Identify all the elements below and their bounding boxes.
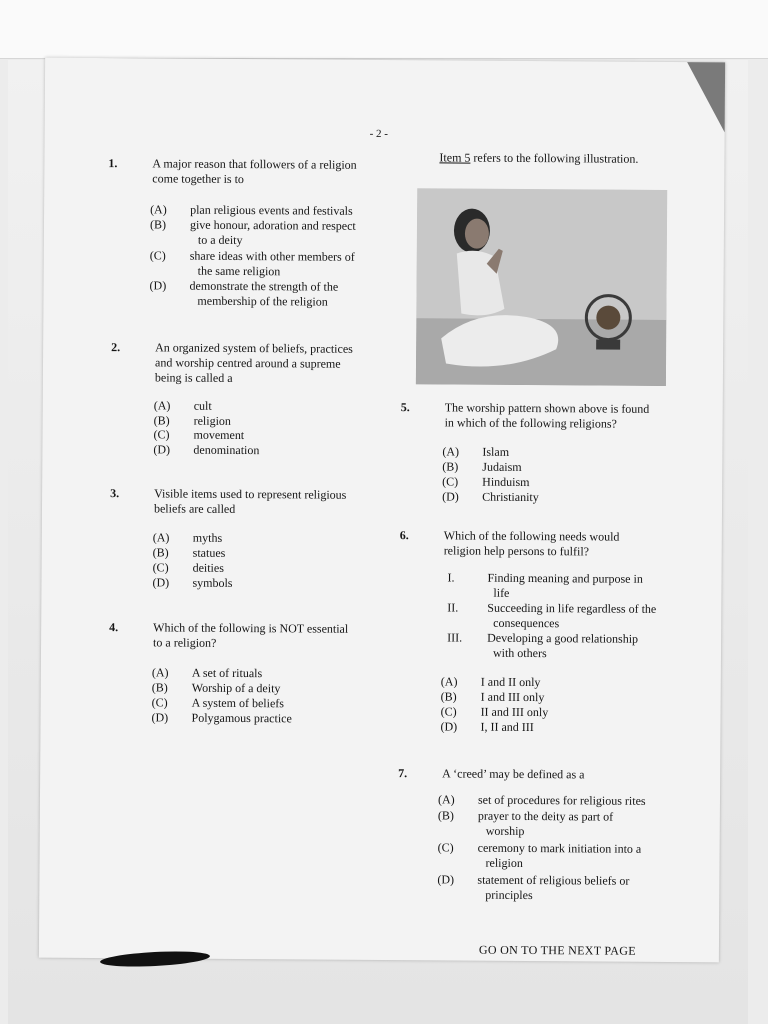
- intro-text: refers to the following illustration.: [470, 150, 639, 166]
- option-5c: [442, 474, 642, 490]
- option-letter: (A): [150, 202, 167, 217]
- option-text: [478, 809, 613, 840]
- stem-line: A major reason that followers of a religion: [152, 156, 357, 172]
- option-letter: (C): [152, 560, 169, 575]
- statement-ii: [447, 600, 683, 632]
- option-letter: (D): [442, 489, 459, 504]
- stem-line: Visible items used to represent religious: [154, 486, 347, 502]
- option-line: worship: [485, 823, 525, 839]
- option-2c: [153, 427, 353, 443]
- page-number: - 2 -: [369, 127, 388, 141]
- stem-line: come together is to: [152, 171, 244, 187]
- option-letter: (D): [151, 710, 169, 725]
- option-6d: [440, 719, 640, 735]
- statement-line: Developing a good relationship: [487, 630, 639, 646]
- option-text: symbols: [192, 575, 233, 590]
- question-stem: [152, 156, 356, 187]
- folded-corner: [687, 62, 725, 132]
- question-stem: [445, 400, 650, 431]
- option-line: to a deity: [197, 232, 243, 248]
- option-6a: [441, 674, 641, 690]
- worship-illustration: [416, 188, 667, 386]
- stem-line: The worship pattern shown above is found: [444, 400, 650, 416]
- question-2: [111, 340, 411, 390]
- option-text: Judaism: [482, 459, 522, 474]
- question-3: [110, 486, 410, 520]
- option-letter: (C): [153, 427, 170, 442]
- option-1d: [149, 278, 409, 310]
- statement-line: consequences: [493, 615, 560, 631]
- question-4: [109, 620, 409, 654]
- option-letter: (B): [152, 545, 169, 560]
- option-text: Polygamous practice: [191, 710, 292, 726]
- statement-text: [487, 571, 643, 602]
- option-line: demonstrate the strength of the: [189, 278, 339, 294]
- option-7d: [437, 872, 687, 904]
- statement-line: life: [493, 585, 510, 600]
- statement-numeral: I.: [447, 570, 455, 585]
- option-letter: (B): [440, 689, 457, 704]
- question-1: [108, 156, 408, 198]
- question-number: 5.: [400, 400, 410, 415]
- option-line: ceremony to mark initiation into a: [477, 840, 642, 856]
- item-reference: Item 5: [439, 150, 471, 165]
- option-letter: (A): [151, 665, 169, 680]
- option-3b: [153, 545, 353, 561]
- option-letter: (C): [442, 474, 459, 489]
- option-text: Hinduism: [482, 474, 530, 490]
- stem-line: A ‘creed’ may be defined as a: [442, 766, 585, 782]
- statement-line: with others: [492, 645, 547, 661]
- statement-i: [447, 570, 683, 602]
- option-letter: (B): [442, 459, 459, 474]
- option-letter: (D): [149, 278, 167, 293]
- option-text: [190, 249, 355, 280]
- option-text: plan religious events and festivals: [190, 202, 353, 218]
- stem-line: to a religion?: [153, 635, 217, 650]
- question-stem: [153, 620, 348, 651]
- option-7a: [438, 792, 688, 809]
- stem-line: in which of the following religions?: [444, 415, 617, 431]
- option-letter: (D): [437, 872, 455, 887]
- option-5a: [442, 444, 642, 460]
- option-1b: [150, 217, 410, 249]
- option-letter: (B): [437, 808, 454, 823]
- item5-intro: [439, 150, 699, 167]
- option-letter: (D): [440, 719, 458, 734]
- option-text: myths: [192, 530, 223, 545]
- option-text: cult: [193, 398, 212, 413]
- option-text: [477, 873, 629, 904]
- option-letter: (A): [440, 674, 458, 689]
- option-text: II and III only: [480, 704, 549, 720]
- option-text: denomination: [193, 442, 260, 458]
- option-2d: [153, 442, 353, 458]
- option-text: [190, 218, 356, 249]
- option-letter: (C): [149, 248, 166, 263]
- option-letter: (D): [152, 575, 170, 590]
- statement-line: Succeeding in life regardless of the: [487, 600, 657, 616]
- stem-line: being is called a: [154, 370, 233, 385]
- go-on-notice: GO ON TO THE NEXT PAGE: [478, 942, 636, 958]
- option-line: prayer to the deity as part of: [477, 808, 614, 824]
- option-letter: (C): [440, 704, 457, 719]
- option-text: [477, 841, 641, 872]
- praying-woman-photo: [416, 188, 667, 386]
- option-text: deities: [192, 560, 224, 575]
- stem-line: An organized system of beliefs, practices: [155, 340, 353, 356]
- option-line: the same religion: [197, 263, 281, 279]
- option-1c: [150, 248, 410, 280]
- option-letter: (C): [151, 695, 168, 710]
- option-text: set of procedures for religious rites: [477, 792, 646, 808]
- option-4a: [152, 665, 382, 682]
- question-number: 4.: [109, 620, 119, 635]
- option-text: I and III only: [480, 689, 545, 705]
- option-3a: [153, 530, 353, 546]
- option-letter: (A): [442, 444, 460, 459]
- option-text: I and II only: [480, 674, 541, 690]
- option-letter: (B): [149, 217, 167, 232]
- option-line: religion: [485, 855, 523, 870]
- option-3d: [152, 575, 352, 591]
- question-number: 2.: [111, 340, 121, 355]
- option-line: principles: [485, 887, 533, 903]
- option-text: Islam: [482, 444, 510, 459]
- option-letter: (B): [151, 680, 168, 695]
- option-text: Christianity: [482, 489, 539, 505]
- statement-iii: [447, 630, 683, 662]
- exam-page: [39, 58, 725, 963]
- stem-line: and worship centred around a supreme: [154, 355, 341, 371]
- question-stem: [155, 340, 353, 386]
- question-7: [398, 766, 698, 783]
- option-letter: (A): [152, 530, 170, 545]
- option-text: A system of beliefs: [191, 695, 285, 711]
- statement-text: [487, 631, 638, 662]
- option-7b: [438, 808, 688, 840]
- option-line: give honour, adoration and respect: [189, 217, 356, 233]
- option-text: statues: [192, 545, 226, 560]
- option-4c: [152, 695, 382, 712]
- option-line: share ideas with other members of: [189, 248, 355, 264]
- option-text: movement: [193, 427, 245, 443]
- option-text: I, II and III: [480, 719, 534, 735]
- option-letter: (B): [153, 413, 170, 428]
- option-letter: (A): [153, 398, 171, 413]
- question-5: [401, 400, 701, 434]
- option-6c: [441, 704, 641, 720]
- stem-line: Which of the following needs would: [443, 528, 620, 544]
- question-number: 6.: [399, 528, 409, 543]
- option-4b: [152, 680, 382, 697]
- statement-numeral: II.: [447, 600, 459, 615]
- stem-line: religion help persons to fulfil?: [443, 543, 590, 559]
- stem-line: Which of the following is NOT essential: [153, 620, 349, 636]
- question-number: 3.: [110, 486, 120, 501]
- question-stem: [154, 486, 346, 517]
- option-5b: [442, 459, 642, 475]
- stem-line: beliefs are called: [153, 501, 236, 516]
- option-letter: (C): [437, 840, 454, 855]
- option-5d: [442, 489, 642, 505]
- option-text: A set of rituals: [191, 665, 263, 681]
- question-stem: [444, 528, 620, 559]
- option-line: statement of religious beliefs or: [477, 872, 630, 888]
- question-number: 1.: [108, 156, 118, 171]
- option-text: religion: [193, 413, 231, 428]
- option-6b: [441, 689, 641, 705]
- option-4d: [151, 710, 381, 727]
- scan-top-margin: [0, 0, 768, 59]
- option-text: Worship of a deity: [191, 680, 281, 696]
- option-line: membership of the religion: [197, 293, 328, 309]
- option-2a: [154, 398, 354, 414]
- statement-numeral: III.: [447, 630, 463, 645]
- option-text: [189, 279, 338, 310]
- question-6: [400, 528, 700, 562]
- option-letter: (D): [153, 442, 171, 457]
- question-stem: [442, 766, 584, 782]
- option-7c: [437, 840, 687, 872]
- option-3c: [153, 560, 353, 576]
- question-number: 7.: [398, 766, 408, 781]
- statement-text: [487, 601, 656, 632]
- option-letter: (A): [437, 792, 455, 807]
- statement-line: Finding meaning and purpose in: [487, 570, 643, 586]
